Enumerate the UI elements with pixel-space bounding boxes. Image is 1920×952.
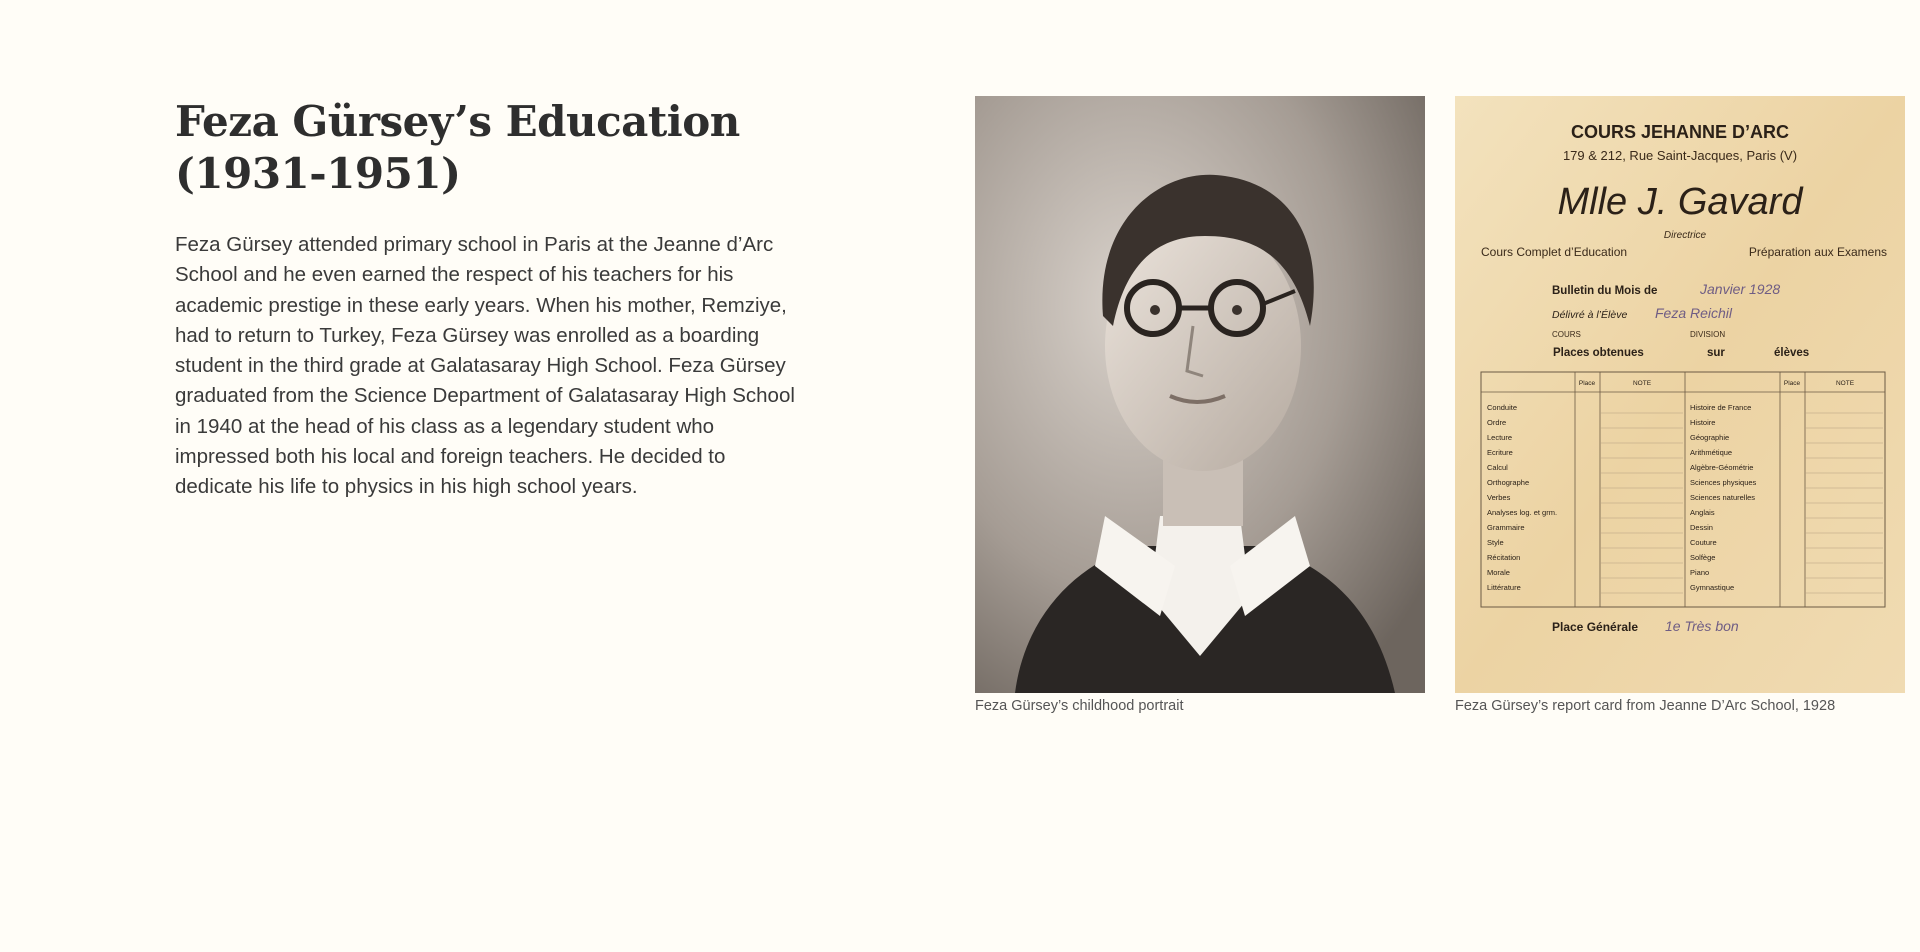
rc-left-subject: Ordre [1487, 418, 1507, 427]
rc-division-label: DIVISION [1690, 330, 1726, 339]
rc-left-subject: Analyses log. et grm. [1487, 508, 1558, 517]
rc-right-subject: Sciences naturelles [1690, 493, 1756, 502]
article-body: Feza Gürsey attended primary school in Paris at the Jeanne d’Arc School and he even earned the respect of his teachers for his academic prestige in these early years. When his mother, Remziye, had to return to Turkey, Feza Gürsey was enrolled as a boarding student in the third grade at Galatasaray High School. Feza Gürsey graduated from the Science Department of Galatasaray High School in 1940 at the head of his class as a legendary student who impressed both his local and foreign teachers. He decided to dedicate his life to physics in his high school years. [175, 233, 795, 499]
rc-left-subject: Style [1487, 538, 1504, 547]
portrait-figure [975, 96, 1425, 715]
rc-left-subject: Verbes [1487, 493, 1511, 502]
rc-col-place: Place [1578, 380, 1596, 387]
rc-right-subject: Piano [1690, 568, 1710, 577]
rc-col-note: NOTE [1632, 380, 1652, 387]
rc-cours-label: COURS [1552, 330, 1581, 339]
rc-school: COURS JEHANNE D’ARC [1570, 122, 1790, 142]
rc-director: Mlle J. Gavard [1557, 181, 1803, 223]
rc-left-subject: Lecture [1487, 433, 1513, 442]
rc-general-label: Place Générale [1552, 620, 1639, 634]
rc-bulletin-label: Bulletin du Mois de [1552, 285, 1658, 297]
rc-col-place-right: Place [1783, 380, 1801, 387]
report-card-figure [1455, 96, 1905, 715]
rc-student-label: Délivré à l’Élève [1552, 309, 1628, 321]
portrait-caption: Feza Gürsey’s childhood portrait [975, 698, 1184, 714]
rc-right-subject: Anglais [1690, 508, 1715, 517]
rc-left-subject: Morale [1487, 568, 1510, 577]
rc-student-name: Feza Reichil [1655, 305, 1733, 321]
rc-sur-label: sur [1707, 347, 1725, 359]
rc-left-subject: Littérature [1487, 583, 1521, 592]
rc-right-subject: Sciences physiques [1690, 478, 1757, 487]
report-card-caption: Feza Gürsey’s report card from Jeanne D’Arc School, 1928 [1455, 698, 1836, 714]
page-title: Feza Gürsey’s Education (1931-1951) [175, 97, 740, 198]
rc-left-subject: Conduite [1487, 403, 1518, 412]
rc-right-subject: Arithmétique [1690, 448, 1733, 457]
rc-left-subject: Orthographe [1487, 478, 1530, 487]
rc-left-subject: Grammaire [1487, 523, 1525, 532]
rc-right-subject: Géographie [1690, 433, 1730, 442]
rc-eleves-label: élèves [1774, 347, 1810, 359]
rc-right-subject: Gymnastique [1690, 583, 1735, 592]
rc-col-note-right: NOTE [1835, 380, 1855, 387]
rc-general-value: 1e Très bon [1665, 618, 1739, 634]
rc-right-subject: Algèbre-Géométrie [1690, 463, 1754, 472]
article-text [175, 96, 795, 503]
rc-address: 179 & 212, Rue Saint-Jacques, Paris (V) [1562, 148, 1798, 163]
rc-left-subject: Calcul [1487, 463, 1508, 472]
rc-left-tag: Cours Complet d’Education [1481, 245, 1628, 259]
rc-places-label: Places obtenues [1553, 347, 1644, 359]
rc-right-subject: Dessin [1690, 523, 1713, 532]
rc-right-subject: Solfège [1690, 553, 1716, 562]
rc-right-subject: Histoire de France [1690, 403, 1752, 412]
rc-left-subject: Ecriture [1487, 448, 1513, 457]
report-card-image [1455, 96, 1905, 693]
rc-left-subject: Récitation [1487, 553, 1521, 562]
childhood-portrait-image [975, 96, 1425, 693]
rc-bulletin-month: Janvier 1928 [1700, 281, 1781, 297]
rc-right-subject: Couture [1690, 538, 1717, 547]
rc-right-subject: Histoire [1690, 418, 1716, 427]
rc-director-title: Directrice [1663, 230, 1707, 241]
rc-right-tag: Préparation aux Examens [1748, 245, 1887, 259]
